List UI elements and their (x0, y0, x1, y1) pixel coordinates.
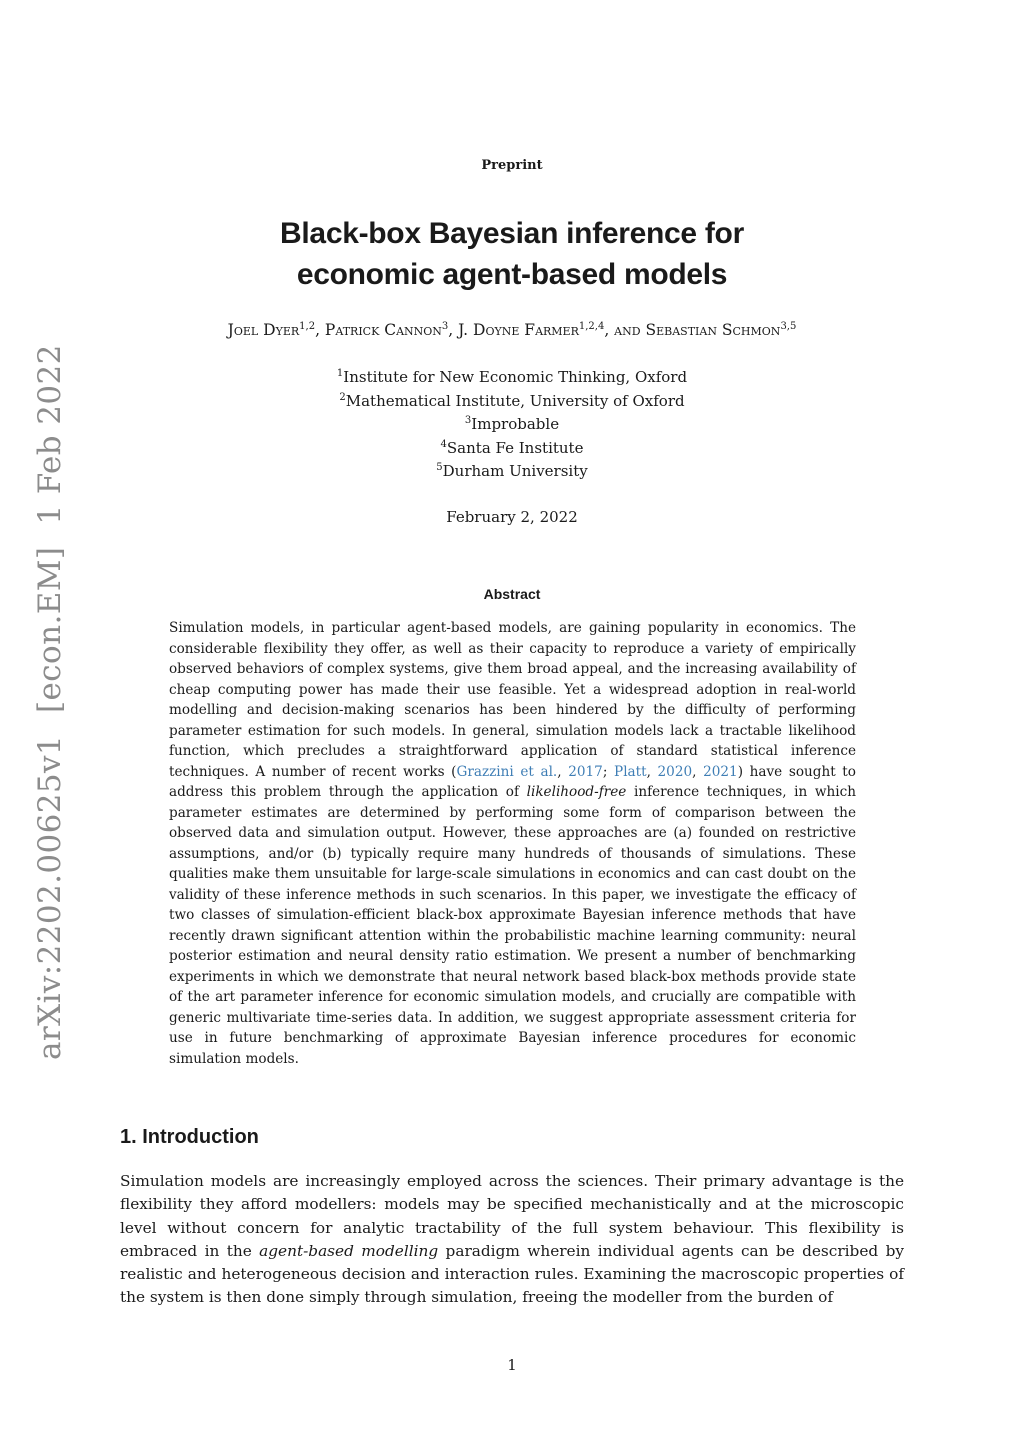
paper-title: Black-box Bayesian inference for economic agent-based models (280, 217, 744, 291)
affiliation: $^4$Santa Fe Institute (440, 438, 584, 457)
author-name: J. Doyne Farmer (458, 321, 579, 340)
affiliation: $^3$Improbable (464, 415, 560, 433)
abstract-heading: Abstract (483, 586, 541, 602)
author-affiliation-marker: 1,2 (299, 321, 316, 332)
citation-link[interactable]: 2020 (657, 763, 693, 780)
affiliation: $^1$Institute for New Economic Thinking, Oxford (336, 368, 688, 386)
author-name: Joel Dyer (227, 321, 300, 340)
affiliation-list (0, 364, 1024, 482)
citation-link[interactable]: 2021 (703, 763, 738, 780)
arxiv-date: 1 Feb 2022 (32, 344, 68, 525)
author-name: Patrick Cannon (324, 321, 442, 340)
arxiv-category: [econ.EM] (32, 546, 68, 713)
author-affiliation-marker: 1,2,4 (578, 321, 605, 332)
preprint-label: Preprint (481, 158, 543, 173)
author-affiliation-marker: 3,5 (780, 321, 797, 332)
page-number: 1 (507, 1356, 517, 1374)
section-heading: 1. Introduction (120, 1126, 259, 1148)
emphasized-term: likelihood-free (526, 784, 627, 800)
author-affiliation-marker: 3 (441, 321, 449, 332)
arxiv-id: arXiv:2202.00625v1 (32, 734, 68, 1060)
emphasized-term: agent-based modelling (259, 1241, 439, 1260)
author-list: Joel Dyer$^{1,2}$, Patrick Cannon$^3$, J. Doyne Farmer$^{1,2,4}$, and Sebastian Schmon$^{3,5}$ (227, 321, 797, 340)
citation-link[interactable]: 2017 (568, 763, 603, 780)
author-name: Sebastian Schmon (645, 321, 781, 340)
affiliation: $^5$Durham University (436, 462, 588, 480)
publication-date: February 2, 2022 (446, 508, 578, 526)
citation-link[interactable]: Grazzini et al. (456, 763, 558, 780)
introduction-body: Simulation models are increasingly employed across the sciences. Their primary advantage is the flexibility they afford modellers: models may be specified mechanistically and at the microscopic level without concern for analytic tractability of the full system behaviour. This flexibility is embraced in the agent-based modelling paradigm wherein individual agents can be described by realistic and heterogeneous decision and interaction rules. Examining the macroscopic properties of the system is then done simply through simulation, freeing the modeller from the burden of (120, 1172, 905, 1307)
abstract-body: Simulation models, in particular agent-based models, are gaining popularity in economics. The considerable flexibility they offer, as well as their capacity to reproduce a variety of empirically observed behaviors of complex systems, give them broad appeal, and the increasing availability of cheap computing power has made their use feasible. Yet a widespread adoption in real-world modelling and decision-making scenarios has been hindered by the difficulty of performing parameter estimation for such models. In general, simulation models lack a tractable likelihood function, which precludes a straightforward application of standard statistical inference techniques. A number of recent works (Grazzini et al., 2017; Platt, 2020, 2021) have sought to address this problem through the application of likelihood-free inference techniques, in which parameter estimates are determined by performing some form of comparison between the observed data and simulation output. However, these approaches are (a) founded on restrictive assumptions, and/or (b) typically require many hundreds of thousands of simulations. These qualities make them unsuitable for large-scale simulations in economics and can cast doubt on the validity of these inference methods in such scenarios. In this paper, we investigate the efficacy of two classes of simulation-efficient black-box approximate Bayesian inference methods that have recently drawn significant attention within the probabilistic machine learning community: neural posterior estimation and neural density ratio estimation. We present a number of benchmarking experiments in which we demonstrate that neural network based black-box methods provide state of the art parameter inference for economic simulation models, and crucially are compatible with generic multivariate time-series data. In addition, we suggest appropriate assessment criteria for use in future benchmarking of approximate Bayesian inference procedures for economic simulation models. (169, 620, 857, 1067)
citation-link[interactable]: Platt (614, 763, 647, 780)
affiliation: $^2$Mathematical Institute, University of Oxford (339, 391, 685, 410)
